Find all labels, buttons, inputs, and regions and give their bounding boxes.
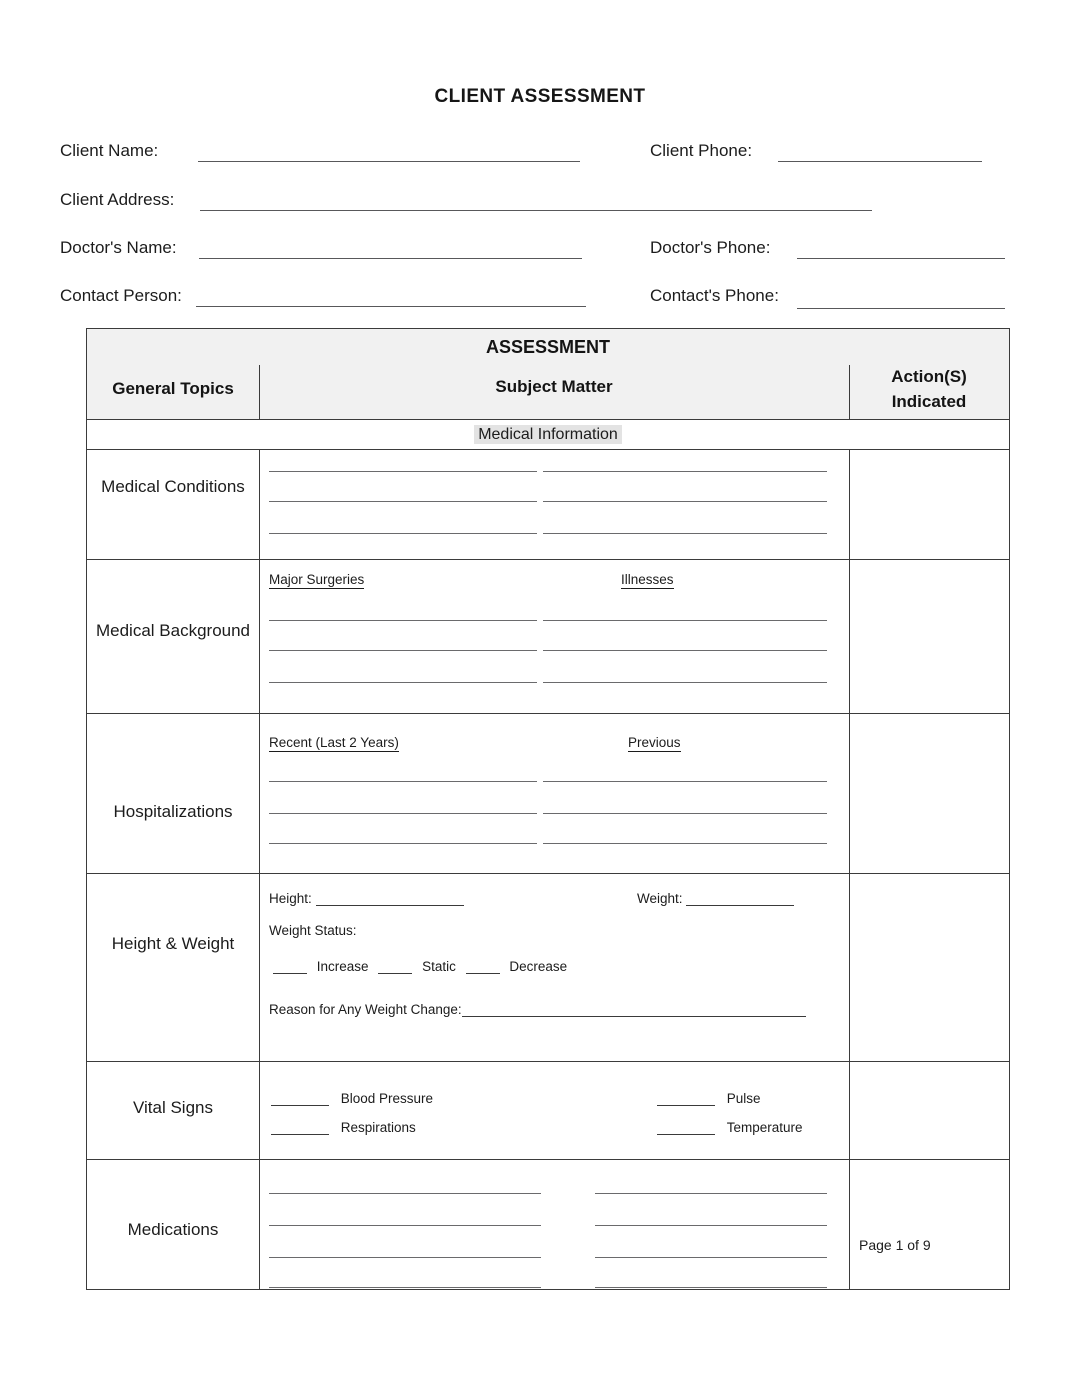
col-divider-actions-head xyxy=(849,365,850,419)
doctor-phone-input[interactable] xyxy=(797,258,1005,259)
option-increase-blank[interactable] xyxy=(273,973,307,974)
height-field xyxy=(269,891,464,906)
write-line[interactable] xyxy=(543,650,827,651)
row-divider xyxy=(87,1159,1009,1160)
blood-pressure-field xyxy=(271,1091,433,1106)
write-line[interactable] xyxy=(269,813,537,814)
row-topic-vital-signs: Vital Signs xyxy=(132,1098,213,1117)
option-increase-label: Increase xyxy=(316,959,369,974)
blood-pressure-input[interactable] xyxy=(271,1105,329,1106)
respirations-input[interactable] xyxy=(271,1134,329,1135)
weight-status-options xyxy=(273,959,573,974)
column-header-subject-matter: Subject Matter xyxy=(495,377,613,396)
write-line[interactable] xyxy=(269,1225,541,1226)
option-static-blank[interactable] xyxy=(378,973,412,974)
row-divider xyxy=(87,713,1009,714)
write-line[interactable] xyxy=(543,471,827,472)
row-divider xyxy=(87,873,1009,874)
column-header-general-topics: General Topics xyxy=(112,379,234,398)
weight-change-reason-field xyxy=(269,1002,806,1017)
weight-change-reason-label: Reason for Any Weight Change: xyxy=(269,1002,462,1017)
row-divider xyxy=(87,1061,1009,1062)
client-address-input[interactable] xyxy=(200,210,872,211)
write-line[interactable] xyxy=(543,533,827,534)
write-line[interactable] xyxy=(543,620,827,621)
row-topic-medical-conditions: Medical Conditions xyxy=(101,477,245,496)
contact-phone-label: Contact's Phone: xyxy=(650,286,779,305)
doctor-name-input[interactable] xyxy=(199,258,582,259)
write-line[interactable] xyxy=(595,1257,827,1258)
section-header-medical-information xyxy=(87,426,1009,444)
client-name-label: Client Name: xyxy=(60,141,159,160)
sub-header-illnesses: Illnesses xyxy=(621,572,674,587)
contact-person-input[interactable] xyxy=(196,306,586,307)
client-address-label: Client Address: xyxy=(60,190,175,209)
write-line[interactable] xyxy=(595,1225,827,1226)
write-line[interactable] xyxy=(269,1193,541,1194)
write-line[interactable] xyxy=(269,843,537,844)
write-line[interactable] xyxy=(269,1287,541,1288)
row-topic-medications: Medications xyxy=(127,1220,219,1239)
temperature-label: Temperature xyxy=(726,1120,803,1135)
option-decrease-blank[interactable] xyxy=(466,973,500,974)
page-title: CLIENT ASSESSMENT xyxy=(434,86,646,107)
weight-input[interactable] xyxy=(686,905,794,906)
contact-person-label: Contact Person: xyxy=(60,286,182,305)
write-line[interactable] xyxy=(269,501,537,502)
col-divider-actions xyxy=(849,449,850,1289)
client-phone-label: Client Phone: xyxy=(650,141,753,160)
write-line[interactable] xyxy=(269,533,537,534)
pulse-field xyxy=(657,1091,761,1106)
write-line[interactable] xyxy=(595,1287,827,1288)
write-line[interactable] xyxy=(543,682,827,683)
sub-header-recent: Recent (Last 2 Years) xyxy=(269,735,399,750)
assessment-table xyxy=(86,328,1010,1290)
weight-status-label: Weight Status: xyxy=(269,923,357,938)
write-line[interactable] xyxy=(595,1193,827,1194)
client-name-input[interactable] xyxy=(198,161,580,162)
pulse-label: Pulse xyxy=(726,1091,761,1106)
write-line[interactable] xyxy=(543,501,827,502)
column-header-actions-line1: Action(S) xyxy=(891,367,967,386)
height-label: Height: xyxy=(269,891,312,906)
write-line[interactable] xyxy=(543,781,827,782)
column-header-actions-line2: Indicated xyxy=(891,391,967,411)
section-header-label: Medical Information xyxy=(474,425,622,444)
client-phone-input[interactable] xyxy=(778,161,982,162)
weight-field xyxy=(637,891,794,906)
height-input[interactable] xyxy=(316,905,464,906)
row-topic-height-weight: Height & Weight xyxy=(111,934,235,953)
respirations-label: Respirations xyxy=(340,1120,416,1135)
weight-label: Weight: xyxy=(637,891,683,906)
write-line[interactable] xyxy=(543,843,827,844)
sub-header-major-surgeries: Major Surgeries xyxy=(269,572,365,587)
blood-pressure-label: Blood Pressure xyxy=(340,1091,434,1106)
column-header-actions xyxy=(849,365,1009,414)
temperature-field xyxy=(657,1120,803,1135)
col-divider-topics-head xyxy=(259,365,260,419)
page-footer: Page 1 of 9 xyxy=(859,1237,931,1253)
pulse-input[interactable] xyxy=(657,1105,715,1106)
respirations-field xyxy=(271,1120,416,1135)
doctor-phone-label: Doctor's Phone: xyxy=(650,238,771,257)
write-line[interactable] xyxy=(543,813,827,814)
row-divider xyxy=(87,559,1009,560)
row-divider xyxy=(87,449,1009,450)
write-line[interactable] xyxy=(269,1257,541,1258)
option-static-label: Static xyxy=(422,959,456,974)
write-line[interactable] xyxy=(269,781,537,782)
write-line[interactable] xyxy=(269,620,537,621)
temperature-input[interactable] xyxy=(657,1134,715,1135)
row-topic-hospitalizations: Hospitalizations xyxy=(113,802,233,821)
contact-phone-input[interactable] xyxy=(797,308,1005,309)
sub-header-previous: Previous xyxy=(628,735,681,750)
write-line[interactable] xyxy=(269,650,537,651)
row-divider xyxy=(87,419,1009,420)
weight-change-reason-input[interactable] xyxy=(462,1016,806,1017)
doctor-name-label: Doctor's Name: xyxy=(60,238,177,257)
write-line[interactable] xyxy=(269,682,537,683)
col-divider-topics xyxy=(259,449,260,1289)
option-decrease-label: Decrease xyxy=(509,959,568,974)
write-line[interactable] xyxy=(269,471,537,472)
row-topic-medical-background: Medical Background xyxy=(95,621,251,640)
assessment-banner-label: ASSESSMENT xyxy=(485,337,611,357)
